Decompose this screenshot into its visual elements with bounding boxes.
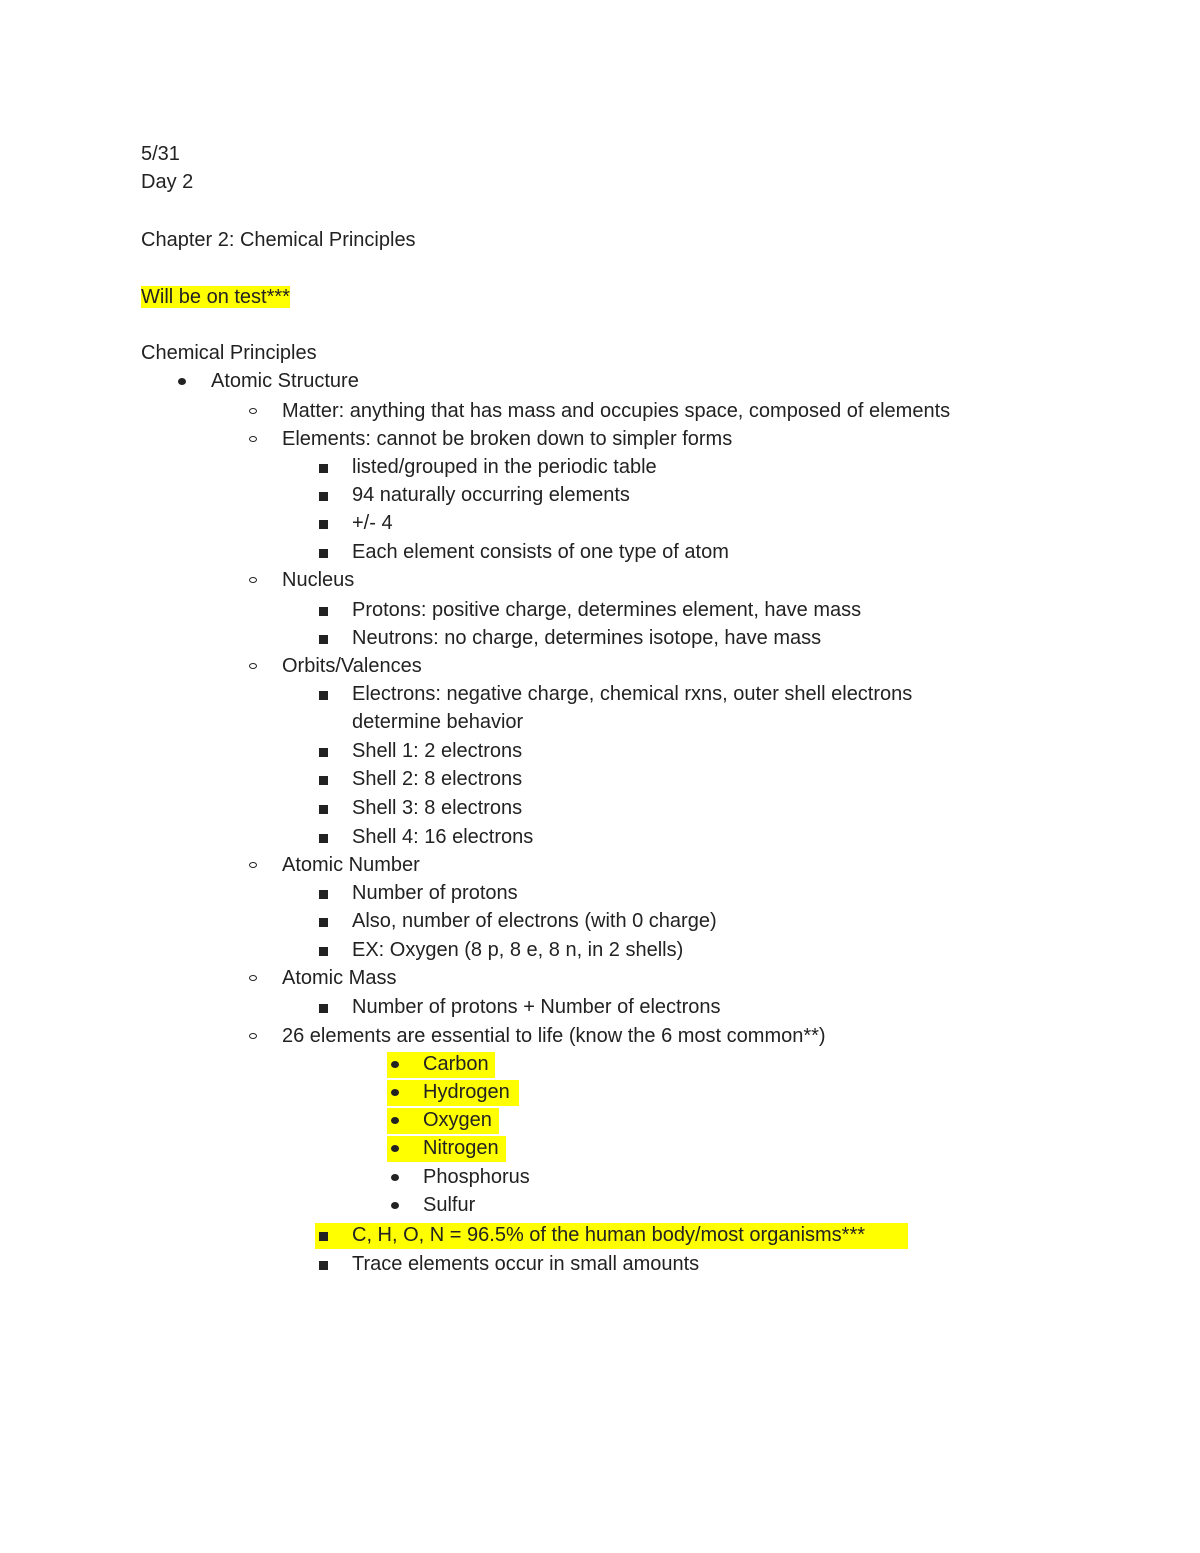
- filled-bullet-icon: [391, 1117, 399, 1124]
- square-bullet-icon: [319, 1261, 328, 1270]
- square-bullet-icon: [319, 607, 328, 616]
- square-bullet-icon: [319, 1232, 328, 1241]
- element-item: Sulfur: [423, 1194, 476, 1216]
- outline-subitem: Number of protons: [352, 882, 518, 904]
- outline-subitem: listed/grouped in the periodic table: [352, 456, 657, 478]
- outline-item-elements: Elements: cannot be broken down to simpler forms: [282, 428, 733, 450]
- filled-bullet-icon: [391, 1202, 399, 1209]
- element-item: Hydrogen: [423, 1081, 510, 1103]
- outline-subitem: Shell 2: 8 electrons: [352, 768, 523, 790]
- filled-bullet-icon: [391, 1089, 399, 1096]
- outline-item-orbits: Orbits/Valences: [282, 655, 422, 677]
- date-text: 5/31: [141, 143, 180, 165]
- hollow-bullet-icon: [249, 663, 257, 669]
- hollow-bullet-icon: [249, 862, 257, 868]
- outline-subitem: Each element consists of one type of atom: [352, 541, 729, 563]
- hollow-bullet-icon: [249, 577, 257, 583]
- outline-item-nucleus: Nucleus: [282, 569, 355, 591]
- square-bullet-icon: [319, 549, 328, 558]
- square-bullet-icon: [319, 890, 328, 899]
- square-bullet-icon: [319, 520, 328, 529]
- element-item: Oxygen: [423, 1109, 492, 1131]
- outline-item-atomic-number: Atomic Number: [282, 854, 420, 876]
- test-note-highlight: Will be on test***: [141, 286, 290, 308]
- element-item: Carbon: [423, 1053, 489, 1075]
- outline-subitem: Neutrons: no charge, determines isotope, have mass: [352, 627, 822, 649]
- outline-subitem: Protons: positive charge, determines element, have mass: [352, 599, 862, 621]
- hollow-bullet-icon: [249, 975, 257, 981]
- square-bullet-icon: [319, 834, 328, 843]
- hollow-bullet-icon: [249, 1033, 257, 1039]
- square-bullet-icon: [319, 776, 328, 785]
- square-bullet-icon: [319, 635, 328, 644]
- outline-subitem: Shell 3: 8 electrons: [352, 797, 523, 819]
- outline-subitem: +/- 4: [352, 512, 393, 534]
- square-bullet-icon: [319, 492, 328, 501]
- section-title: Chemical Principles: [141, 342, 317, 364]
- outline-item-atomic-mass: Atomic Mass: [282, 967, 397, 989]
- square-bullet-icon: [319, 464, 328, 473]
- square-bullet-icon: [319, 1004, 328, 1013]
- filled-bullet-icon: [391, 1061, 399, 1068]
- filled-bullet-icon: [391, 1145, 399, 1152]
- square-bullet-icon: [319, 918, 328, 927]
- element-item: Nitrogen: [423, 1137, 499, 1159]
- outline-subitem: Number of protons + Number of electrons: [352, 996, 721, 1018]
- square-bullet-icon: [319, 691, 328, 700]
- chapter-title: Chapter 2: Chemical Principles: [141, 229, 416, 251]
- outline-item-matter: Matter: anything that has mass and occupies space, composed of elements: [282, 400, 951, 422]
- filled-bullet-icon: [391, 1174, 399, 1181]
- test-note: [141, 283, 290, 311]
- outline-subitem: 94 naturally occurring elements: [352, 484, 630, 506]
- outline-subitem: Shell 1: 2 electrons: [352, 740, 523, 762]
- element-item: Phosphorus: [423, 1166, 530, 1188]
- hollow-bullet-icon: [249, 408, 257, 414]
- outline-subitem: Electrons: negative charge, chemical rxns, outer shell electrons: [352, 683, 913, 705]
- square-bullet-icon: [319, 947, 328, 956]
- outline-item-essential: 26 elements are essential to life (know the 6 most common**): [282, 1025, 826, 1047]
- outline-subitem-highlighted: C, H, O, N = 96.5% of the human body/most organisms***: [352, 1224, 866, 1246]
- outline-subitem: Also, number of electrons (with 0 charge): [352, 910, 717, 932]
- outline-item-atomic-structure: Atomic Structure: [211, 370, 359, 392]
- outline-subitem: EX: Oxygen (8 p, 8 e, 8 n, in 2 shells): [352, 939, 684, 961]
- outline-subitem-continuation: determine behavior: [352, 711, 524, 733]
- square-bullet-icon: [319, 748, 328, 757]
- filled-bullet-icon: [178, 378, 186, 385]
- outline-subitem: Trace elements occur in small amounts: [352, 1253, 700, 1275]
- square-bullet-icon: [319, 805, 328, 814]
- day-text: Day 2: [141, 171, 194, 193]
- outline-subitem: Shell 4: 16 electrons: [352, 826, 534, 848]
- hollow-bullet-icon: [249, 436, 257, 442]
